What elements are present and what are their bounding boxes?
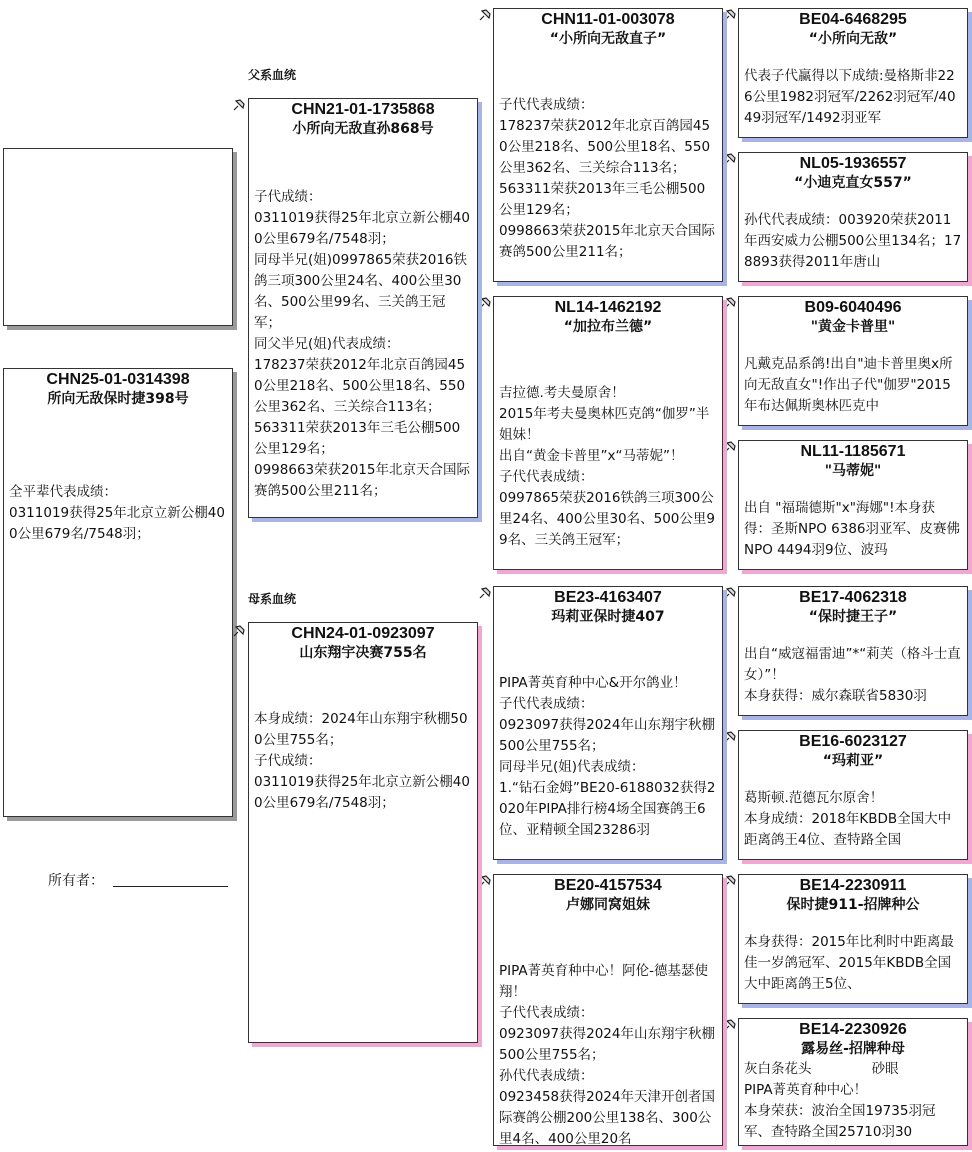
ssd-ring: NL05-1936557	[799, 155, 907, 172]
dam-dam-name: 卢娜同窝姐妹	[566, 897, 650, 913]
sss-card	[738, 8, 968, 138]
dam-sire-ring: BE23-4163407	[554, 589, 662, 606]
dam-name: 山东翔宇决赛755名	[299, 645, 427, 661]
dds-notes: 本身获得：2015年比利时中距离最佳一岁鸽冠军、2015年KBDB全国大中距离鸽王5位、	[744, 934, 954, 992]
dsd-name: “玛莉亚”	[822, 753, 884, 769]
ssd-name: “小迪克直女557”	[794, 175, 912, 191]
sire-name: 小所向无敌直孙868号	[292, 121, 434, 137]
subject-name: 所向无敌保时捷398号	[47, 391, 189, 407]
dds-card	[738, 874, 968, 1004]
pin-icon	[723, 152, 737, 166]
dam-line-label: 母系血统	[248, 592, 297, 606]
dam-ring: CHN24-01-0923097	[291, 625, 435, 642]
ddd-notes: 灰白条花头 砂眼 PIPA菁英育种中心！ 本身荣获：波治全国19735羽冠军、查特路全国25710羽30	[744, 1061, 936, 1140]
dds-ring: BE14-2230911	[799, 877, 907, 894]
dsd-notes: 葛斯顿.范德瓦尔原舍！ 本身成绩：2018年KBDB全国大中距离鸽王4位、查特路全国	[744, 790, 952, 848]
pin-icon	[723, 874, 737, 888]
sire-sire-card	[493, 8, 723, 282]
photo-placeholder	[3, 148, 233, 326]
sire-ring: CHN21-01-1735868	[291, 101, 435, 118]
ssd-notes: 孙代代表成绩：003920荣获2011年西安威力公棚500公里134名；178893获得2011年唐山	[744, 212, 962, 270]
dsd-ring: BE16-6023127	[799, 733, 907, 750]
owner-line	[113, 886, 228, 887]
sire-notes: 子代成绩： 0311019获得25年北京立新公棚400公里679名/7548羽； 同母半兄(姐)0997865荣获2016铁鸽三项300公里24名、400公里30名、500公里99名、三关鸽王冠军； 同父半兄(姐)代表成绩： 178237荣获2012年北京百鸽园450公里218名、500公里18名、550公里362名、三关综合113名； 563311荣获2013年三毛公棚500公里129名； 0998663荣获2015年北京天合国际赛鸽500公里211名；	[254, 189, 470, 499]
sss-name: “小所向无敌”	[808, 31, 898, 47]
dss-name: “保时捷王子”	[808, 609, 898, 625]
sdd-name: "马蒂妮"	[824, 463, 882, 479]
sire-line-label: 父系血统	[248, 68, 297, 82]
sds-ring: B09-6040496	[804, 299, 902, 316]
pin-icon	[232, 624, 246, 638]
pin-icon	[723, 440, 737, 454]
pin-icon	[478, 586, 492, 600]
sire-sire-ring: CHN11-01-003078	[541, 11, 675, 28]
dam-sire-card	[493, 586, 723, 860]
dam-card	[248, 622, 478, 1043]
dam-sire-name: 玛莉亚保时捷407	[551, 609, 665, 625]
pin-icon	[723, 730, 737, 744]
dam-dam-card	[493, 874, 723, 1146]
ssd-card	[738, 152, 968, 282]
pin-icon	[478, 874, 492, 888]
dss-notes: 出自“威寇福雷迪”*“莉芙（格斗士直女）”！ 本身获得：威尔森联省5830羽	[744, 646, 961, 704]
sire-card	[248, 98, 478, 518]
pin-icon	[478, 296, 492, 310]
ddd-name: 露易丝-招牌种母	[801, 1041, 905, 1057]
dam-notes: 本身成绩：2024年山东翔宇秋棚500公里755名； 子代成绩： 0311019获得25年北京立新公棚400公里679名/7548羽；	[254, 711, 470, 811]
subject-ring: CHN25-01-0314398	[46, 371, 190, 388]
sdd-card	[738, 440, 968, 570]
ddd-ring: BE14-2230926	[799, 1021, 907, 1038]
pin-icon	[723, 296, 737, 310]
dss-ring: BE17-4062318	[799, 589, 907, 606]
dss-card	[738, 586, 968, 716]
pin-icon	[723, 8, 737, 22]
ddd-card	[738, 1018, 968, 1146]
dsd-card	[738, 730, 968, 860]
sds-notes: 凡戴克品系鸽!出自"迪卡普里奥x所向无敌直女"!作出子代"伽罗"2015年布达佩斯奥林匹克中	[744, 356, 953, 414]
sire-sire-name: “小所向无敌直子”	[549, 31, 667, 47]
sire-dam-name: “加拉布兰德”	[563, 319, 653, 335]
sds-name: "黄金卡普里"	[810, 319, 896, 335]
sss-ring: BE04-6468295	[799, 11, 907, 28]
sire-dam-card	[493, 296, 723, 570]
sss-notes: 代表子代赢得以下成绩:曼格斯非226公里1982羽冠军/2262羽冠军/4049羽冠军/1492羽亚军	[744, 68, 956, 126]
pin-icon	[478, 8, 492, 22]
sire-sire-notes: 子代代表成绩： 178237荣获2012年北京百鸽园450公里218名、500公里18名、550公里362名、三关综合113名； 563311荣获2013年三毛公棚500公里129名； 0998663荣获2015年北京天合国际赛鸽500公里211名；	[499, 97, 715, 260]
sds-card	[738, 296, 968, 426]
dds-name: 保时捷911-招牌种公	[786, 897, 920, 913]
subject-card	[3, 368, 233, 817]
sdd-notes: 出自 "福瑞德斯"x"海娜"!本身获得：圣斯NPO 6386羽亚军、皮赛佛NPO 4494羽9位、波玛	[744, 500, 961, 558]
sdd-ring: NL11-1185671	[800, 443, 906, 460]
subject-notes: 全平辈代表成绩： 0311019获得25年北京立新公棚400公里679名/7548羽；	[9, 484, 225, 542]
dam-dam-ring: BE20-4157534	[554, 877, 662, 894]
pin-icon	[723, 1018, 737, 1032]
owner-label: 所有者：	[48, 873, 104, 889]
sire-dam-ring: NL14-1462192	[554, 299, 662, 316]
dam-dam-notes: PIPA菁英育种中心！阿伦-德基瑟使翔！ 子代代表成绩： 0923097获得2024年山东翔宇秋棚500公里755名； 孙代代表成绩： 0923458获得2024年天津开创者国际赛鸽公棚200公里138名、300公里4名、400公里20名	[499, 963, 715, 1146]
pin-icon	[723, 586, 737, 600]
dam-sire-notes: PIPA菁英育种中心&开尔鸽业！ 子代代表成绩： 0923097获得2024年山东翔宇秋棚500公里755名； 同母半兄(姐)代表成绩： 1.“钻石金姆”BE20-6188032获得2020年PIPA排行榜4场全国赛鸽王6位、亚精顿全国23286羽	[499, 675, 716, 838]
pin-icon	[232, 98, 246, 112]
sire-dam-notes: 吉拉德.考夫曼原舍！ 2015年考夫曼奥林匹克鸽“伽罗”半姐妹！ 出自“黄金卡普里”x“马蒂妮”！ 子代代表成绩： 0997865荣获2016铁鸽三项300公里24名、400公里30名、500公里99名、三关鸽王冠军；	[499, 385, 715, 548]
